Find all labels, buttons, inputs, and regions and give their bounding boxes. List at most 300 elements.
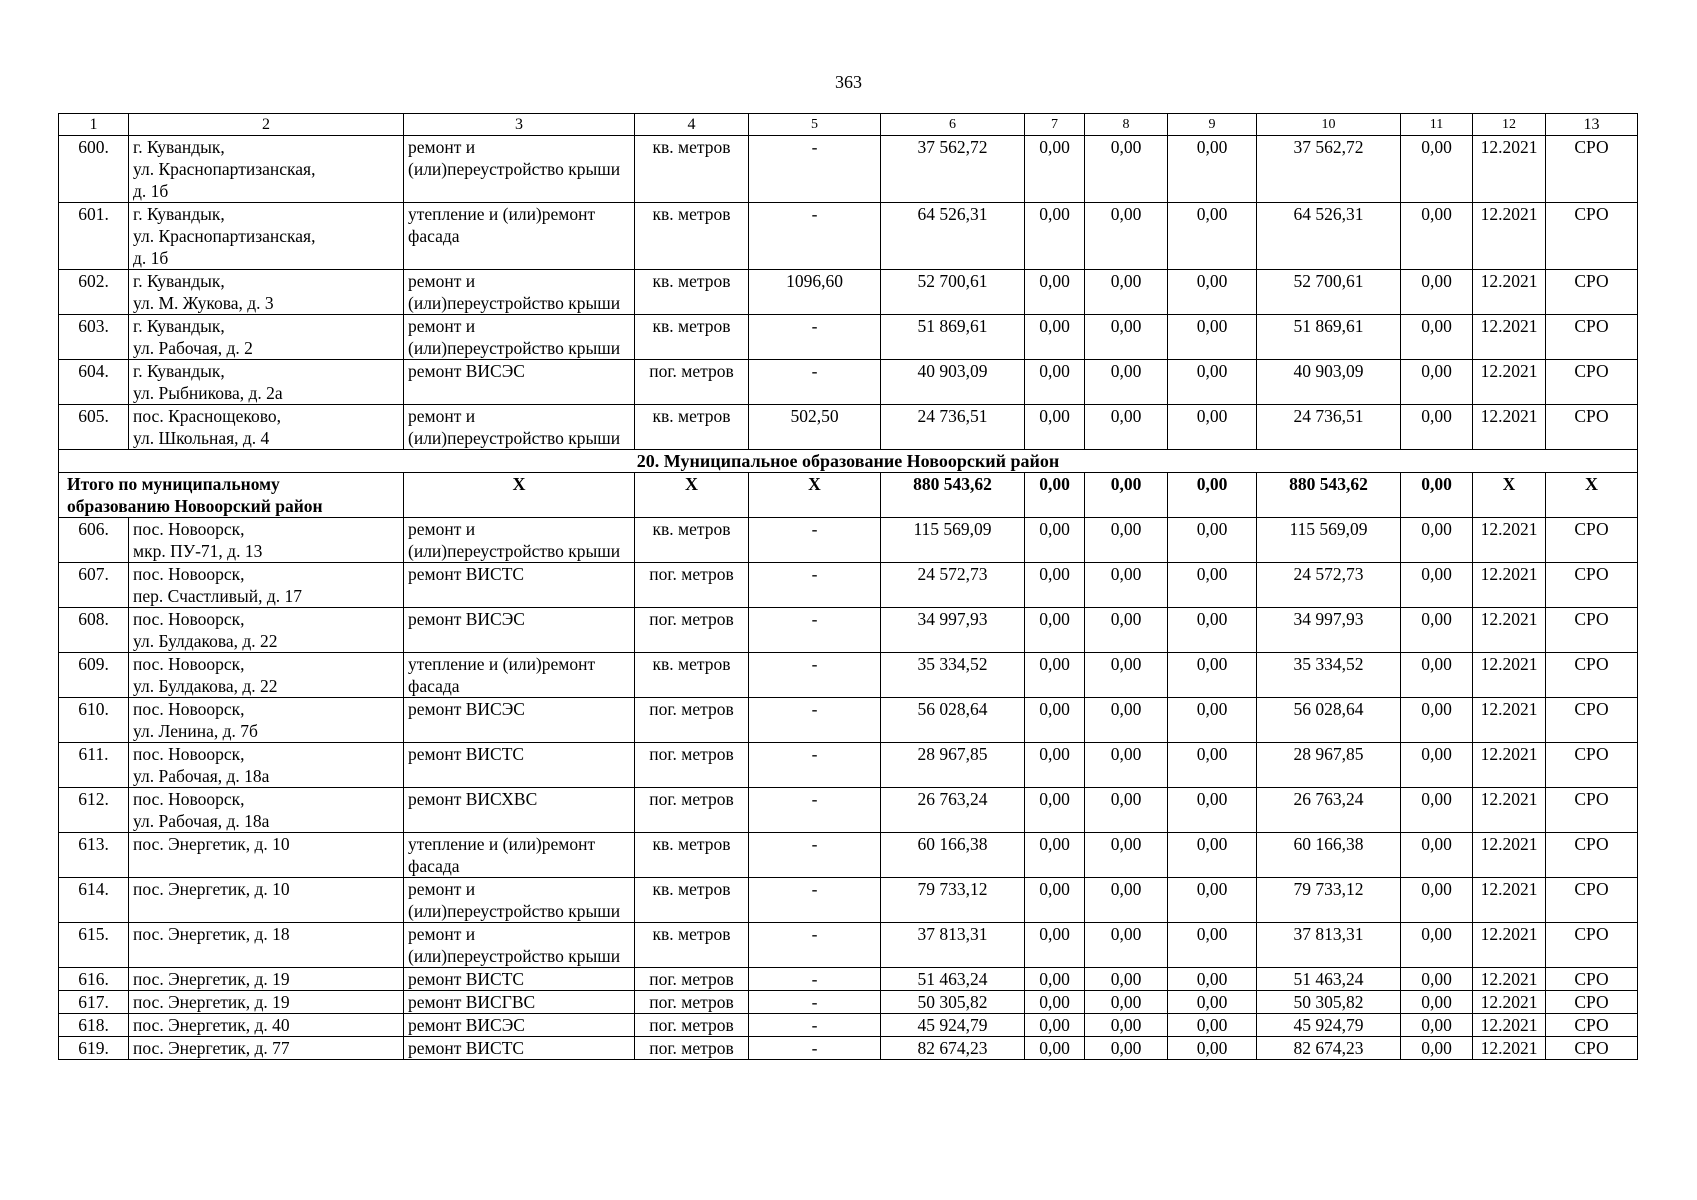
value-cell-c8: 0,00 xyxy=(1085,698,1168,743)
unit-cell: пог. метров xyxy=(635,968,749,991)
work-type-cell-line: ремонт ВИСТС xyxy=(408,969,525,989)
work-type-cell-line: ремонт фасада xyxy=(408,654,596,696)
operator-cell: СРО xyxy=(1546,518,1638,563)
address-cell-line: г. Кувандык, xyxy=(133,316,225,336)
value-cell-c5: - xyxy=(749,203,881,270)
value-cell-c6: 56 028,64 xyxy=(881,698,1025,743)
address-cell-line: г. Кувандык, xyxy=(133,271,225,291)
value-cell-c8: 0,00 xyxy=(1085,788,1168,833)
row-number: 600. xyxy=(59,136,129,203)
value-cell-c7: 0,00 xyxy=(1025,136,1085,203)
value-cell-c8: 0,00 xyxy=(1085,968,1168,991)
address-cell-line: пос. Энергетик, д. 77 xyxy=(133,1038,290,1058)
address-cell-line: пос. Краснощеково, xyxy=(133,406,282,426)
section-row xyxy=(59,450,1638,473)
address-cell-line: пос. Энергетик, д. 19 xyxy=(133,992,290,1012)
value-cell-c11: 0,00 xyxy=(1401,788,1473,833)
value-cell-c8: 0,00 xyxy=(1085,136,1168,203)
value-cell-c12: 12.2021 xyxy=(1473,1014,1546,1037)
value-cell-c11: 0,00 xyxy=(1401,136,1473,203)
work-type-cell xyxy=(404,270,635,315)
value-cell-c10: 26 763,24 xyxy=(1257,788,1401,833)
value-cell-c6: 45 924,79 xyxy=(881,1014,1025,1037)
unit-cell: пог. метров xyxy=(635,1037,749,1060)
value-cell-c9: 0,00 xyxy=(1168,203,1257,270)
work-type-cell-line: ремонт и (или) xyxy=(408,519,476,561)
total-mark-c3: Х xyxy=(404,473,635,518)
operator-cell: СРО xyxy=(1546,270,1638,315)
unit-cell: пог. метров xyxy=(635,608,749,653)
column-header: 12 xyxy=(1473,114,1546,136)
work-type-cell-line: ремонт фасада xyxy=(408,204,596,246)
value-cell-c6: 115 569,09 xyxy=(881,518,1025,563)
row-number: 609. xyxy=(59,653,129,698)
value-cell-c5: 1096,60 xyxy=(749,270,881,315)
table-row xyxy=(59,315,1638,360)
value-cell-c10: 60 166,38 xyxy=(1257,833,1401,878)
table-row xyxy=(59,608,1638,653)
value-cell-c11: 0,00 xyxy=(1401,1037,1473,1060)
value-cell-c10: 37 562,72 xyxy=(1257,136,1401,203)
row-number: 618. xyxy=(59,1014,129,1037)
table-row xyxy=(59,991,1638,1014)
value-cell-c5: - xyxy=(749,923,881,968)
value-cell-c12: 12.2021 xyxy=(1473,923,1546,968)
value-cell-c8: 0,00 xyxy=(1085,608,1168,653)
row-number: 605. xyxy=(59,405,129,450)
row-number: 606. xyxy=(59,518,129,563)
value-cell-c10: 37 813,31 xyxy=(1257,923,1401,968)
value-cell-c7: 0,00 xyxy=(1025,518,1085,563)
value-cell-c10: 51 869,61 xyxy=(1257,315,1401,360)
address-cell xyxy=(129,136,404,203)
value-cell-c8: 0,00 xyxy=(1085,743,1168,788)
address-cell-line: д. 1б xyxy=(133,181,169,201)
value-cell-c5: - xyxy=(749,878,881,923)
value-cell-c12: 12.2021 xyxy=(1473,653,1546,698)
value-cell-c10: 82 674,23 xyxy=(1257,1037,1401,1060)
address-cell xyxy=(129,788,404,833)
row-number: 602. xyxy=(59,270,129,315)
address-cell xyxy=(129,1014,404,1037)
address-cell-line: пос. Новоорск, xyxy=(133,789,245,809)
address-cell-line: г. Кувандык, xyxy=(133,361,225,381)
value-cell-c10: 52 700,61 xyxy=(1257,270,1401,315)
operator-cell: СРО xyxy=(1546,203,1638,270)
value-cell-c12: 12.2021 xyxy=(1473,203,1546,270)
total-label-line: Итого по муниципальному xyxy=(67,474,280,494)
total-label-line: образованию Новоорский район xyxy=(67,496,323,516)
unit-cell: кв. метров xyxy=(635,136,749,203)
row-number: 608. xyxy=(59,608,129,653)
value-cell-c11: 0,00 xyxy=(1401,698,1473,743)
table-row xyxy=(59,405,1638,450)
address-cell-line: пер. Счастливый, д. 17 xyxy=(133,586,303,606)
value-cell-c10: 35 334,52 xyxy=(1257,653,1401,698)
address-cell-line: ул. Булдакова, д. 22 xyxy=(133,631,278,651)
address-cell-line: ул. Краснопартизанская, xyxy=(133,226,316,246)
row-number: 610. xyxy=(59,698,129,743)
unit-cell: пог. метров xyxy=(635,563,749,608)
work-type-cell xyxy=(404,968,635,991)
address-cell xyxy=(129,968,404,991)
work-type-cell-line: ремонт ВИСГВС xyxy=(408,992,536,1012)
work-type-cell-line: переустройство крыши xyxy=(447,428,621,448)
work-type-cell-line: ремонт ВИСЭС xyxy=(408,609,525,629)
value-cell-c6: 24 572,73 xyxy=(881,563,1025,608)
address-cell-line: пос. Энергетик, д. 10 xyxy=(133,834,290,854)
work-type-cell-line: переустройство крыши xyxy=(447,338,621,358)
value-cell-c8: 0,00 xyxy=(1085,991,1168,1014)
address-cell-line: ул. М. Жукова, д. 3 xyxy=(133,293,274,313)
value-cell-c12: 12.2021 xyxy=(1473,270,1546,315)
work-type-cell xyxy=(404,1014,635,1037)
page-number: 363 xyxy=(835,72,862,92)
value-cell-c6: 26 763,24 xyxy=(881,788,1025,833)
value-cell-c7: 0,00 xyxy=(1025,1014,1085,1037)
address-cell xyxy=(129,878,404,923)
unit-cell: пог. метров xyxy=(635,991,749,1014)
value-cell-c8: 0,00 xyxy=(1085,315,1168,360)
value-cell-c10: 40 903,09 xyxy=(1257,360,1401,405)
table-row xyxy=(59,788,1638,833)
column-number-row xyxy=(59,114,1638,136)
work-type-cell-line: переустройство крыши xyxy=(447,293,621,313)
address-cell-line: пос. Новоорск, xyxy=(133,564,245,584)
value-cell-c10: 45 924,79 xyxy=(1257,1014,1401,1037)
value-cell-c6: 64 526,31 xyxy=(881,203,1025,270)
work-type-cell xyxy=(404,698,635,743)
table-row xyxy=(59,518,1638,563)
column-header: 11 xyxy=(1401,114,1473,136)
total-value-c9: 0,00 xyxy=(1168,473,1257,518)
address-cell xyxy=(129,608,404,653)
address-cell-line: ул. Школьная, д. 4 xyxy=(133,428,270,448)
address-cell-line: пос. Новоорск, xyxy=(133,699,245,719)
unit-cell: пог. метров xyxy=(635,788,749,833)
value-cell-c9: 0,00 xyxy=(1168,653,1257,698)
work-type-cell-line: утепление и (или) xyxy=(408,204,542,224)
row-number: 601. xyxy=(59,203,129,270)
work-type-cell xyxy=(404,360,635,405)
value-cell-c7: 0,00 xyxy=(1025,923,1085,968)
unit-cell: пог. метров xyxy=(635,743,749,788)
address-cell xyxy=(129,653,404,698)
total-value-c11: 0,00 xyxy=(1401,473,1473,518)
table-row xyxy=(59,1014,1638,1037)
total-value-c7: 0,00 xyxy=(1025,473,1085,518)
operator-cell: СРО xyxy=(1546,608,1638,653)
column-header: 6 xyxy=(881,114,1025,136)
value-cell-c5: - xyxy=(749,968,881,991)
value-cell-c6: 51 869,61 xyxy=(881,315,1025,360)
value-cell-c11: 0,00 xyxy=(1401,653,1473,698)
value-cell-c7: 0,00 xyxy=(1025,743,1085,788)
value-cell-c11: 0,00 xyxy=(1401,833,1473,878)
address-cell-line: ул. Рабочая, д. 2 xyxy=(133,338,253,358)
table-row xyxy=(59,136,1638,203)
work-type-cell xyxy=(404,518,635,563)
table-row xyxy=(59,743,1638,788)
work-type-cell-line: ремонт и (или) xyxy=(408,271,476,313)
work-type-cell xyxy=(404,878,635,923)
address-cell xyxy=(129,833,404,878)
value-cell-c5: - xyxy=(749,991,881,1014)
work-type-cell-line: ремонт и (или) xyxy=(408,316,476,358)
value-cell-c12: 12.2021 xyxy=(1473,698,1546,743)
value-cell-c9: 0,00 xyxy=(1168,698,1257,743)
section-title: 20. Муниципальное образование Новоорский район xyxy=(59,450,1638,473)
address-cell-line: пос. Энергетик, д. 10 xyxy=(133,879,290,899)
column-header: 10 xyxy=(1257,114,1401,136)
value-cell-c7: 0,00 xyxy=(1025,968,1085,991)
value-cell-c8: 0,00 xyxy=(1085,923,1168,968)
value-cell-c12: 12.2021 xyxy=(1473,608,1546,653)
row-number: 613. xyxy=(59,833,129,878)
work-type-cell-line: переустройство крыши xyxy=(447,541,621,561)
value-cell-c12: 12.2021 xyxy=(1473,518,1546,563)
value-cell-c11: 0,00 xyxy=(1401,968,1473,991)
work-type-cell-line: ремонт и (или) xyxy=(408,924,476,966)
address-cell xyxy=(129,360,404,405)
row-number: 617. xyxy=(59,991,129,1014)
value-cell-c12: 12.2021 xyxy=(1473,788,1546,833)
value-cell-c10: 56 028,64 xyxy=(1257,698,1401,743)
value-cell-c7: 0,00 xyxy=(1025,653,1085,698)
address-cell-line: пос. Новоорск, xyxy=(133,744,245,764)
value-cell-c7: 0,00 xyxy=(1025,1037,1085,1060)
value-cell-c10: 115 569,09 xyxy=(1257,518,1401,563)
address-cell-line: пос. Энергетик, д. 19 xyxy=(133,969,290,989)
row-number: 607. xyxy=(59,563,129,608)
value-cell-c9: 0,00 xyxy=(1168,878,1257,923)
work-type-cell xyxy=(404,315,635,360)
value-cell-c9: 0,00 xyxy=(1168,923,1257,968)
address-cell xyxy=(129,315,404,360)
value-cell-c12: 12.2021 xyxy=(1473,136,1546,203)
work-type-cell-line: ремонт и (или) xyxy=(408,406,476,448)
unit-cell: кв. метров xyxy=(635,315,749,360)
value-cell-c6: 79 733,12 xyxy=(881,878,1025,923)
table-row xyxy=(59,878,1638,923)
row-number: 612. xyxy=(59,788,129,833)
value-cell-c11: 0,00 xyxy=(1401,360,1473,405)
value-cell-c5: - xyxy=(749,360,881,405)
operator-cell: СРО xyxy=(1546,833,1638,878)
unit-cell: кв. метров xyxy=(635,653,749,698)
value-cell-c5: - xyxy=(749,315,881,360)
table-row xyxy=(59,968,1638,991)
value-cell-c11: 0,00 xyxy=(1401,923,1473,968)
unit-cell: кв. метров xyxy=(635,923,749,968)
value-cell-c12: 12.2021 xyxy=(1473,991,1546,1014)
address-cell-line: пос. Энергетик, д. 40 xyxy=(133,1015,290,1035)
operator-cell: СРО xyxy=(1546,405,1638,450)
column-header: 9 xyxy=(1168,114,1257,136)
operator-cell: СРО xyxy=(1546,698,1638,743)
total-row xyxy=(59,473,1638,518)
unit-cell: кв. метров xyxy=(635,878,749,923)
value-cell-c7: 0,00 xyxy=(1025,833,1085,878)
address-cell-line: пос. Новоорск, xyxy=(133,519,245,539)
value-cell-c11: 0,00 xyxy=(1401,563,1473,608)
operator-cell: СРО xyxy=(1546,1014,1638,1037)
value-cell-c12: 12.2021 xyxy=(1473,563,1546,608)
value-cell-c6: 60 166,38 xyxy=(881,833,1025,878)
operator-cell: СРО xyxy=(1546,878,1638,923)
work-type-cell-line: переустройство крыши xyxy=(447,946,621,966)
value-cell-c12: 12.2021 xyxy=(1473,743,1546,788)
work-type-cell xyxy=(404,743,635,788)
address-cell-line: г. Кувандык, xyxy=(133,204,225,224)
value-cell-c11: 0,00 xyxy=(1401,270,1473,315)
value-cell-c9: 0,00 xyxy=(1168,270,1257,315)
total-mark-c4: Х xyxy=(635,473,749,518)
work-type-cell xyxy=(404,991,635,1014)
work-type-cell-line: ремонт ВИСХВС xyxy=(408,789,538,809)
value-cell-c8: 0,00 xyxy=(1085,360,1168,405)
operator-cell: СРО xyxy=(1546,136,1638,203)
work-type-cell xyxy=(404,136,635,203)
total-value-c12: Х xyxy=(1473,473,1546,518)
value-cell-c6: 37 813,31 xyxy=(881,923,1025,968)
work-type-cell xyxy=(404,405,635,450)
value-cell-c5: - xyxy=(749,136,881,203)
value-cell-c11: 0,00 xyxy=(1401,405,1473,450)
total-value-c8: 0,00 xyxy=(1085,473,1168,518)
work-type-cell xyxy=(404,788,635,833)
value-cell-c12: 12.2021 xyxy=(1473,1037,1546,1060)
column-header: 7 xyxy=(1025,114,1085,136)
value-cell-c8: 0,00 xyxy=(1085,878,1168,923)
operator-cell: СРО xyxy=(1546,1037,1638,1060)
value-cell-c6: 24 736,51 xyxy=(881,405,1025,450)
table-row xyxy=(59,360,1638,405)
value-cell-c11: 0,00 xyxy=(1401,743,1473,788)
address-cell-line: ул. Рабочая, д. 18а xyxy=(133,766,270,786)
operator-cell: СРО xyxy=(1546,563,1638,608)
value-cell-c7: 0,00 xyxy=(1025,360,1085,405)
value-cell-c9: 0,00 xyxy=(1168,518,1257,563)
value-cell-c5: - xyxy=(749,1014,881,1037)
work-type-cell xyxy=(404,563,635,608)
value-cell-c7: 0,00 xyxy=(1025,788,1085,833)
value-cell-c12: 12.2021 xyxy=(1473,878,1546,923)
value-cell-c9: 0,00 xyxy=(1168,608,1257,653)
total-label xyxy=(59,473,404,518)
address-cell-line: ул. Булдакова, д. 22 xyxy=(133,676,278,696)
value-cell-c10: 64 526,31 xyxy=(1257,203,1401,270)
work-type-cell xyxy=(404,1037,635,1060)
table-row xyxy=(59,833,1638,878)
work-type-cell-line: ремонт ВИСЭС xyxy=(408,699,525,719)
value-cell-c7: 0,00 xyxy=(1025,991,1085,1014)
value-cell-c6: 34 997,93 xyxy=(881,608,1025,653)
work-type-cell-line: ремонт и (или) xyxy=(408,137,476,179)
value-cell-c7: 0,00 xyxy=(1025,698,1085,743)
unit-cell: кв. метров xyxy=(635,518,749,563)
address-cell xyxy=(129,991,404,1014)
value-cell-c11: 0,00 xyxy=(1401,878,1473,923)
row-number: 619. xyxy=(59,1037,129,1060)
value-cell-c6: 28 967,85 xyxy=(881,743,1025,788)
work-type-cell-line: утепление и (или) xyxy=(408,654,542,674)
work-type-cell xyxy=(404,608,635,653)
work-type-cell xyxy=(404,923,635,968)
table-row xyxy=(59,1037,1638,1060)
value-cell-c7: 0,00 xyxy=(1025,878,1085,923)
unit-cell: пог. метров xyxy=(635,360,749,405)
table-row xyxy=(59,698,1638,743)
operator-cell: СРО xyxy=(1546,923,1638,968)
value-cell-c6: 82 674,23 xyxy=(881,1037,1025,1060)
value-cell-c10: 28 967,85 xyxy=(1257,743,1401,788)
register-table xyxy=(58,113,1638,1060)
value-cell-c5: 502,50 xyxy=(749,405,881,450)
unit-cell: пог. метров xyxy=(635,698,749,743)
work-type-cell-line: ремонт ВИСЭС xyxy=(408,361,525,381)
row-number: 604. xyxy=(59,360,129,405)
total-mark-c13: Х xyxy=(1546,473,1638,518)
value-cell-c9: 0,00 xyxy=(1168,743,1257,788)
value-cell-c5: - xyxy=(749,698,881,743)
value-cell-c8: 0,00 xyxy=(1085,270,1168,315)
value-cell-c6: 40 903,09 xyxy=(881,360,1025,405)
operator-cell: СРО xyxy=(1546,653,1638,698)
value-cell-c9: 0,00 xyxy=(1168,788,1257,833)
unit-cell: кв. метров xyxy=(635,405,749,450)
address-cell-line: пос. Новоорск, xyxy=(133,609,245,629)
column-header: 8 xyxy=(1085,114,1168,136)
address-cell xyxy=(129,518,404,563)
value-cell-c9: 0,00 xyxy=(1168,1014,1257,1037)
value-cell-c8: 0,00 xyxy=(1085,518,1168,563)
address-cell xyxy=(129,203,404,270)
work-type-cell xyxy=(404,833,635,878)
work-type-cell-line: ремонт фасада xyxy=(408,834,596,876)
work-type-cell xyxy=(404,653,635,698)
operator-cell: СРО xyxy=(1546,743,1638,788)
total-value-c6: 880 543,62 xyxy=(881,473,1025,518)
value-cell-c11: 0,00 xyxy=(1401,518,1473,563)
value-cell-c5: - xyxy=(749,653,881,698)
value-cell-c12: 12.2021 xyxy=(1473,360,1546,405)
value-cell-c9: 0,00 xyxy=(1168,405,1257,450)
table-row xyxy=(59,653,1638,698)
address-cell-line: ул. Ленина, д. 7б xyxy=(133,721,258,741)
row-number: 615. xyxy=(59,923,129,968)
value-cell-c7: 0,00 xyxy=(1025,563,1085,608)
value-cell-c12: 12.2021 xyxy=(1473,833,1546,878)
address-cell-line: г. Кувандык, xyxy=(133,137,225,157)
table-row xyxy=(59,203,1638,270)
value-cell-c9: 0,00 xyxy=(1168,315,1257,360)
address-cell xyxy=(129,698,404,743)
operator-cell: СРО xyxy=(1546,991,1638,1014)
value-cell-c11: 0,00 xyxy=(1401,608,1473,653)
value-cell-c6: 37 562,72 xyxy=(881,136,1025,203)
work-type-cell-line: ремонт ВИСТС xyxy=(408,564,525,584)
address-cell-line: пос. Новоорск, xyxy=(133,654,245,674)
value-cell-c11: 0,00 xyxy=(1401,315,1473,360)
column-header: 1 xyxy=(59,114,129,136)
value-cell-c6: 35 334,52 xyxy=(881,653,1025,698)
value-cell-c10: 79 733,12 xyxy=(1257,878,1401,923)
value-cell-c11: 0,00 xyxy=(1401,203,1473,270)
address-cell-line: ул. Рыбникова, д. 2а xyxy=(133,383,283,403)
value-cell-c9: 0,00 xyxy=(1168,833,1257,878)
value-cell-c5: - xyxy=(749,788,881,833)
